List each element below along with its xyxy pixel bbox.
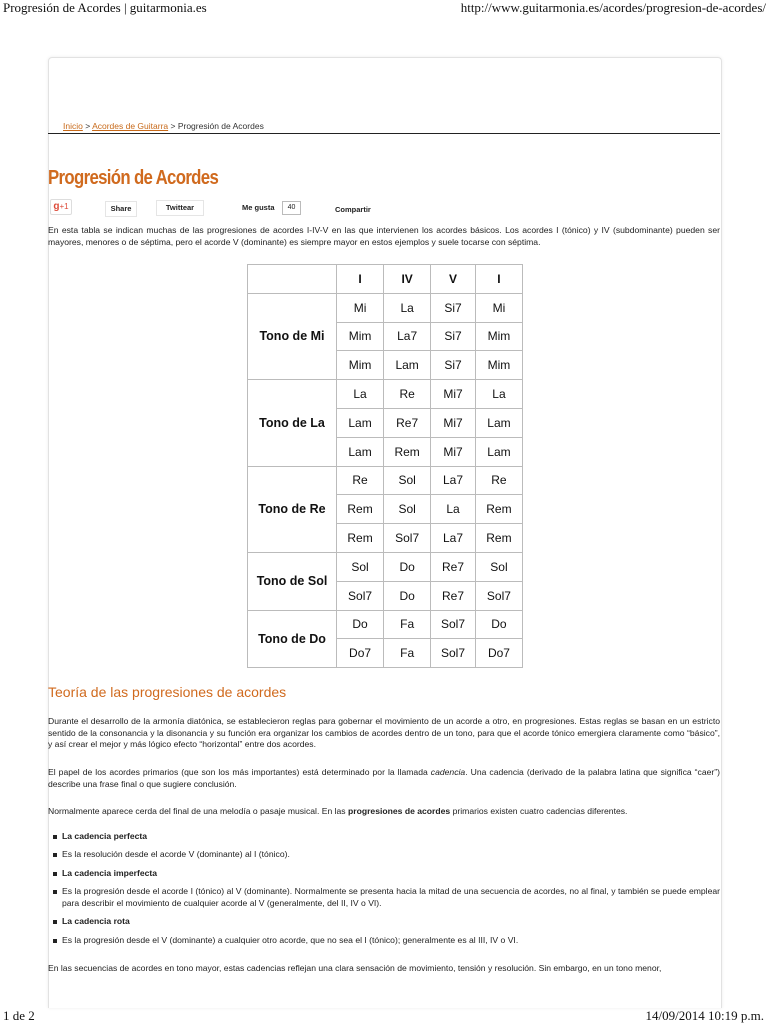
chord-cell: Do bbox=[337, 610, 384, 639]
chord-cell: Do bbox=[384, 581, 431, 610]
chord-cell: Mi bbox=[475, 293, 522, 322]
chord-cell: Re bbox=[475, 466, 522, 495]
chord-cell: Mim bbox=[475, 322, 522, 351]
breadcrumb-section-link[interactable]: Acordes de Guitarra bbox=[92, 121, 169, 131]
cadence-description: Es la resolución desde el acorde V (dominante) al I (tónico). bbox=[48, 849, 720, 861]
table-header-degree: IV bbox=[384, 265, 431, 294]
chord-cell: Re bbox=[337, 466, 384, 495]
breadcrumb-home-link[interactable]: Inicio bbox=[63, 121, 83, 131]
p2-text-a: El papel de los acordes primarios (que son los más importantes) está determinado por la llamada bbox=[48, 767, 431, 777]
chord-cell: Do7 bbox=[337, 639, 384, 668]
chord-cell: Do bbox=[384, 552, 431, 581]
chord-cell: Si7 bbox=[431, 351, 476, 380]
chord-cell: Mi7 bbox=[431, 380, 476, 409]
table-header-degree: I bbox=[337, 265, 384, 294]
chord-cell: La7 bbox=[431, 466, 476, 495]
chord-cell: Si7 bbox=[431, 322, 476, 351]
print-header-url: http://www.guitarmonia.es/acordes/progresion-de-acordes/ bbox=[460, 0, 766, 15]
chord-cell: Rem bbox=[475, 495, 522, 524]
breadcrumb-current: Progresión de Acordes bbox=[177, 121, 264, 131]
chord-cell: Si7 bbox=[431, 293, 476, 322]
share-button[interactable]: Share bbox=[105, 201, 137, 217]
chord-cell: Sol bbox=[384, 495, 431, 524]
table-row bbox=[248, 466, 523, 495]
chord-cell: Sol bbox=[384, 466, 431, 495]
compartir-button[interactable]: Compartir bbox=[335, 205, 371, 214]
chord-cell: Rem bbox=[337, 524, 384, 553]
chord-cell: Lam bbox=[475, 408, 522, 437]
chord-cell: Mim bbox=[337, 351, 384, 380]
chord-cell: Rem bbox=[337, 495, 384, 524]
p2-text-b: . Una cadencia (derivado de la palabra latina que significa “caer”) describe una frase final o que sugiere conclusión. bbox=[48, 767, 720, 789]
chord-cell: La bbox=[337, 380, 384, 409]
chord-cell: La bbox=[475, 380, 522, 409]
chord-cell: Mi7 bbox=[431, 408, 476, 437]
chord-cell: Sol bbox=[475, 552, 522, 581]
print-footer-date: 14/09/2014 10:19 p.m. bbox=[645, 1008, 764, 1023]
cadence-name: La cadencia rota bbox=[48, 916, 720, 928]
chord-cell: Re7 bbox=[384, 408, 431, 437]
chord-cell: Mim bbox=[337, 322, 384, 351]
key-label: Tono de La bbox=[248, 380, 337, 466]
table-header-degree: I bbox=[475, 265, 522, 294]
chord-cell: Sol bbox=[337, 552, 384, 581]
chord-cell: Lam bbox=[384, 351, 431, 380]
cadence-description: Es la progresión desde el acorde I (tónico) al V (dominante). Normalmente se presenta hacia la mitad de una secuencia de acordes, no al final, y también se puede emplear para describir el movimiento de cualquier acorde al V (generalmente, del II, IV o VI). bbox=[48, 886, 720, 909]
tweet-button[interactable]: Twittear bbox=[156, 200, 204, 216]
table-row bbox=[248, 552, 523, 581]
cadence-name: La cadencia perfecta bbox=[48, 831, 720, 843]
chord-cell: Re7 bbox=[431, 581, 476, 610]
chord-cell: La bbox=[431, 495, 476, 524]
intro-paragraph: En esta tabla se indican muchas de las progresiones de acordes I-IV-V en las que intervienen los acordes básicos. Los acordes I (tónico) y IV (subdominante) pueden ser mayores, menores o de séptima, pero el acorde V (dominante) es siempre mayor en estos ejemplos y suele tocarse con séptima. bbox=[48, 225, 720, 247]
table-row bbox=[248, 293, 523, 322]
chord-cell: Fa bbox=[384, 610, 431, 639]
table-header-empty bbox=[248, 265, 337, 294]
breadcrumb-separator: > bbox=[168, 121, 178, 131]
p3-text-a: Normalmente aparece cerda del final de una melodía o pasaje musical. En las bbox=[48, 806, 348, 816]
theory-paragraph-2 bbox=[48, 767, 720, 790]
chord-cell: Lam bbox=[337, 437, 384, 466]
chord-cell: Lam bbox=[475, 437, 522, 466]
google-plus-label: +1 bbox=[59, 202, 69, 211]
chord-cell: Do bbox=[475, 610, 522, 639]
table-header-degree: V bbox=[431, 265, 476, 294]
like-count: 40 bbox=[282, 201, 301, 215]
section-heading: Teoría de las progresiones de acordes bbox=[48, 684, 287, 700]
breadcrumb-separator: > bbox=[82, 121, 93, 131]
print-footer-page: 1 de 2 bbox=[3, 1008, 35, 1023]
key-label: Tono de Re bbox=[248, 466, 337, 552]
table-row bbox=[248, 380, 523, 409]
chord-cell: Rem bbox=[384, 437, 431, 466]
cadence-description: Es la progresión desde el V (dominante) a cualquier otro acorde, que no sea el I (tónico); generalmente es al III, IV o VI. bbox=[48, 935, 720, 947]
theory-paragraph-4: En las secuencias de acordes en tono mayor, estas cadencias reflejan una clara sensación de movimiento, tensión y resolución. Sin embargo, en un tono menor, bbox=[48, 963, 662, 973]
chord-cell: Mi bbox=[337, 293, 384, 322]
chord-cell: Mi7 bbox=[431, 437, 476, 466]
print-header-title: Progresión de Acordes | guitarmonia.es bbox=[3, 0, 207, 15]
like-button[interactable]: Me gusta bbox=[242, 203, 275, 212]
chord-cell: Sol7 bbox=[431, 610, 476, 639]
chord-cell: Do7 bbox=[475, 639, 522, 668]
key-label: Tono de Do bbox=[248, 610, 337, 668]
chord-cell: La7 bbox=[384, 322, 431, 351]
table-row bbox=[248, 610, 523, 639]
breadcrumb-divider bbox=[48, 133, 720, 134]
google-plus-icon: g bbox=[53, 201, 60, 212]
key-label: Tono de Sol bbox=[248, 552, 337, 610]
chord-cell: Sol7 bbox=[475, 581, 522, 610]
chord-cell: La7 bbox=[431, 524, 476, 553]
google-plus-button[interactable] bbox=[50, 199, 72, 215]
p3-text-b: primarios existen cuatro cadencias diferentes. bbox=[450, 806, 628, 816]
chord-cell: Lam bbox=[337, 408, 384, 437]
theory-paragraph-3 bbox=[48, 806, 720, 818]
chord-cell: Re7 bbox=[431, 552, 476, 581]
p2-emphasis: cadencia bbox=[430, 767, 466, 777]
key-label: Tono de Mi bbox=[248, 293, 337, 379]
page-title: Progresión de Acordes bbox=[48, 167, 219, 189]
chord-cell: Mim bbox=[475, 351, 522, 380]
chord-cell: Re bbox=[384, 380, 431, 409]
chord-cell: Sol7 bbox=[337, 581, 384, 610]
cadence-list bbox=[48, 831, 720, 953]
chord-cell: Sol7 bbox=[384, 524, 431, 553]
chord-progression-table bbox=[247, 264, 523, 668]
cadence-name: La cadencia imperfecta bbox=[48, 868, 720, 880]
chord-cell: Fa bbox=[384, 639, 431, 668]
theory-paragraph-1: Durante el desarrollo de la armonía diatónica, se establecieron reglas para gobernar el movimiento de un acorde a otro, en progresiones. Estas reglas se basan en un estricto sentido de la consonancia y la disonancia y su función era organizar los cambios de acordes dentro de un tono, para que el acorde tónico emergiera claramente como “básico”, y así crear el mejor y más lógico efecto “horizontal” entre dos acordes. bbox=[48, 716, 720, 750]
chord-cell: La bbox=[384, 293, 431, 322]
p3-strong: progresiones de acordes bbox=[348, 806, 451, 816]
breadcrumb bbox=[63, 121, 264, 131]
chord-cell: Sol7 bbox=[431, 639, 476, 668]
table-header-row bbox=[248, 265, 523, 294]
chord-cell: Rem bbox=[475, 524, 522, 553]
